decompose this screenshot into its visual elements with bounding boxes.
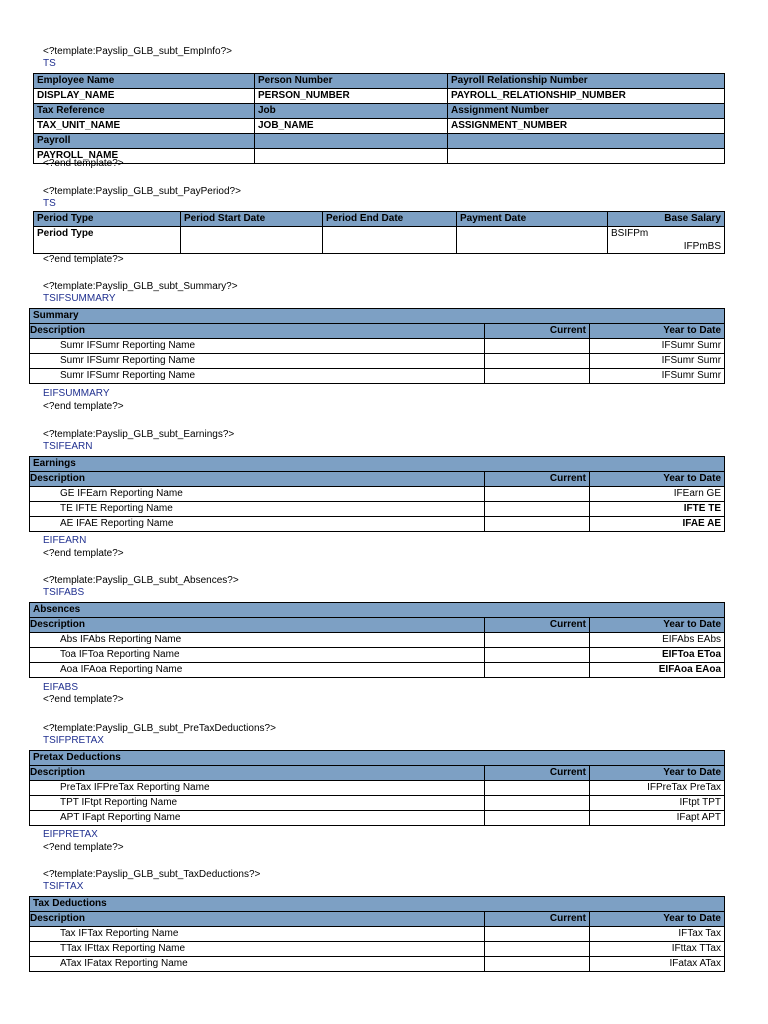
row-ytd: IFatax ATax <box>590 957 725 972</box>
summary-header-row <box>30 324 725 339</box>
table-row <box>30 339 725 354</box>
col-current: Current <box>485 618 590 633</box>
empinfo-start-tag: <?template:Payslip_GLB_subt_EmpInfo?> <box>43 46 233 57</box>
empty-cell <box>255 134 448 149</box>
taxded-title: Tax Deductions <box>30 897 725 912</box>
label-job: Job <box>255 104 448 119</box>
summary-title: Summary <box>30 309 725 324</box>
pretax-title-row <box>30 751 725 766</box>
empty-cell <box>448 149 725 164</box>
row-ytd: IFTax Tax <box>590 927 725 942</box>
row-description: AE IFAE Reporting Name <box>30 517 485 532</box>
row-description: APT IFapt Reporting Name <box>30 811 485 826</box>
earnings-close-field: EIFEARN <box>43 535 87 546</box>
table-row <box>30 354 725 369</box>
absences-close-field: EIFABS <box>43 682 79 693</box>
col-period-start-date: Period Start Date <box>181 212 323 227</box>
row-current <box>485 369 590 384</box>
absences-title: Absences <box>30 603 725 618</box>
row-ytd: IFEarn GE <box>590 487 725 502</box>
row-description: GE IFEarn Reporting Name <box>30 487 485 502</box>
row-description: TE IFTE Reporting Name <box>30 502 485 517</box>
absences-title-row <box>30 603 725 618</box>
earnings-title-row <box>30 457 725 472</box>
empinfo-value-row <box>34 119 725 134</box>
table-row <box>30 781 725 796</box>
empinfo-value-row <box>34 149 725 164</box>
table-row <box>30 811 725 826</box>
value-payroll-name: PAYROLL_NAME <box>34 149 255 164</box>
table-row <box>30 942 725 957</box>
row-current <box>485 796 590 811</box>
table-row <box>30 487 725 502</box>
row-ytd: IFPreTax PreTax <box>590 781 725 796</box>
table-row <box>30 517 725 532</box>
label-assignment-number: Assignment Number <box>448 104 725 119</box>
row-current <box>485 957 590 972</box>
base-salary-field-close: IFPmBS <box>683 241 721 252</box>
absences-start-tag: <?template:Payslip_GLB_subt_Absences?> <box>43 575 239 586</box>
table-row <box>30 957 725 972</box>
label-payroll: Payroll <box>34 134 255 149</box>
row-ytd: IFTE TE <box>590 502 725 517</box>
value-person-number: PERSON_NUMBER <box>255 89 448 104</box>
absences-table <box>29 602 725 678</box>
absences-open-field: TSIFABS <box>43 587 85 598</box>
col-current: Current <box>485 912 590 927</box>
earnings-end-tag: <?end template?> <box>43 548 124 559</box>
row-description: Sumr IFSumr Reporting Name <box>30 339 485 354</box>
summary-start-tag: <?template:Payslip_GLB_subt_Summary?> <box>43 281 238 292</box>
summary-title-row <box>30 309 725 324</box>
taxded-title-row <box>30 897 725 912</box>
row-current <box>485 354 590 369</box>
earnings-start-tag: <?template:Payslip_GLB_subt_Earnings?> <box>43 429 235 440</box>
base-salary-field-open: BSIFPm <box>611 228 649 239</box>
row-ytd: EIFToa EToa <box>590 648 725 663</box>
payperiod-end-tag: <?end template?> <box>43 254 124 265</box>
pretax-header-row <box>30 766 725 781</box>
row-current <box>485 487 590 502</box>
taxded-open-field: TSIFTAX <box>43 881 84 892</box>
row-ytd: IFSumr Sumr <box>590 354 725 369</box>
row-description: Toa IFToa Reporting Name <box>30 648 485 663</box>
summary-open-field: TSIFSUMMARY <box>43 293 116 304</box>
value-assignment-number: ASSIGNMENT_NUMBER <box>448 119 725 134</box>
row-current <box>485 942 590 957</box>
label-payroll-relationship-number: Payroll Relationship Number <box>448 74 725 89</box>
row-current <box>485 927 590 942</box>
value-base-salary <box>608 227 725 254</box>
taxded-start-tag: <?template:Payslip_GLB_subt_TaxDeductions?> <box>43 869 261 880</box>
table-row <box>30 927 725 942</box>
col-description: Description <box>30 324 485 339</box>
row-current <box>485 517 590 532</box>
empinfo-end-tag: <?end template?> <box>43 158 124 169</box>
row-current <box>485 811 590 826</box>
summary-close-field: EIFSUMMARY <box>43 388 110 399</box>
table-row <box>30 502 725 517</box>
table-row <box>30 663 725 678</box>
earnings-table <box>29 456 725 532</box>
col-description: Description <box>30 766 485 781</box>
table-row <box>30 648 725 663</box>
col-payment-date: Payment Date <box>457 212 608 227</box>
value-payroll-relationship-number: PAYROLL_RELATIONSHIP_NUMBER <box>448 89 725 104</box>
empty-cell <box>323 227 457 254</box>
taxded-header-row <box>30 912 725 927</box>
label-person-number: Person Number <box>255 74 448 89</box>
empty-cell <box>457 227 608 254</box>
col-year-to-date: Year to Date <box>590 618 725 633</box>
value-job-name: JOB_NAME <box>255 119 448 134</box>
payperiod-header-row <box>34 212 725 227</box>
row-description: PreTax IFPreTax Reporting Name <box>30 781 485 796</box>
summary-table <box>29 308 725 384</box>
row-description: Tax IFTax Reporting Name <box>30 927 485 942</box>
pretax-close-field: EIFPRETAX <box>43 829 98 840</box>
col-description: Description <box>30 472 485 487</box>
row-description: ATax IFatax Reporting Name <box>30 957 485 972</box>
col-year-to-date: Year to Date <box>590 766 725 781</box>
pretax-table <box>29 750 725 826</box>
earnings-header-row <box>30 472 725 487</box>
row-description: Abs IFAbs Reporting Name <box>30 633 485 648</box>
table-row <box>30 369 725 384</box>
col-base-salary: Base Salary <box>608 212 725 227</box>
pretax-open-field: TSIFPRETAX <box>43 735 104 746</box>
col-year-to-date: Year to Date <box>590 472 725 487</box>
value-display-name: DISPLAY_NAME <box>34 89 255 104</box>
empinfo-header-row <box>34 74 725 89</box>
row-description: Sumr IFSumr Reporting Name <box>30 354 485 369</box>
row-current <box>485 648 590 663</box>
col-current: Current <box>485 472 590 487</box>
payperiod-field: TS <box>43 198 56 209</box>
label-tax-reference: Tax Reference <box>34 104 255 119</box>
value-tax-unit-name: TAX_UNIT_NAME <box>34 119 255 134</box>
col-description: Description <box>30 618 485 633</box>
payperiod-table <box>33 211 725 254</box>
row-ytd: IFttax TTax <box>590 942 725 957</box>
row-current <box>485 663 590 678</box>
row-ytd: IFSumr Sumr <box>590 339 725 354</box>
earnings-open-field: TSIFEARN <box>43 441 93 452</box>
row-ytd: IFapt APT <box>590 811 725 826</box>
pretax-end-tag: <?end template?> <box>43 842 124 853</box>
empinfo-header-row <box>34 104 725 119</box>
empinfo-value-row <box>34 89 725 104</box>
empty-cell <box>255 149 448 164</box>
summary-end-tag: <?end template?> <box>43 401 124 412</box>
col-period-type: Period Type <box>34 212 181 227</box>
payperiod-start-tag: <?template:Payslip_GLB_subt_PayPeriod?> <box>43 186 241 197</box>
row-ytd: IFSumr Sumr <box>590 369 725 384</box>
payperiod-value-row <box>34 227 725 254</box>
col-current: Current <box>485 324 590 339</box>
empinfo-table <box>33 73 725 164</box>
table-row <box>30 633 725 648</box>
taxded-table <box>29 896 725 972</box>
col-year-to-date: Year to Date <box>590 324 725 339</box>
row-description: TPT IFtpt Reporting Name <box>30 796 485 811</box>
label-employee-name: Employee Name <box>34 74 255 89</box>
col-description: Description <box>30 912 485 927</box>
absences-end-tag: <?end template?> <box>43 694 124 705</box>
absences-header-row <box>30 618 725 633</box>
col-current: Current <box>485 766 590 781</box>
row-description: Sumr IFSumr Reporting Name <box>30 369 485 384</box>
empinfo-field: TS <box>43 58 56 69</box>
row-ytd: IFtpt TPT <box>590 796 725 811</box>
col-year-to-date: Year to Date <box>590 912 725 927</box>
row-current <box>485 339 590 354</box>
pretax-start-tag: <?template:Payslip_GLB_subt_PreTaxDeductions?> <box>43 723 276 734</box>
pretax-title: Pretax Deductions <box>30 751 725 766</box>
row-current <box>485 781 590 796</box>
row-description: TTax IFttax Reporting Name <box>30 942 485 957</box>
row-ytd: EIFAoa EAoa <box>590 663 725 678</box>
row-ytd: EIFAbs EAbs <box>590 633 725 648</box>
row-description: Aoa IFAoa Reporting Name <box>30 663 485 678</box>
empty-cell <box>181 227 323 254</box>
value-period-type: Period Type <box>34 227 181 254</box>
row-current <box>485 502 590 517</box>
row-ytd: IFAE AE <box>590 517 725 532</box>
earnings-title: Earnings <box>30 457 725 472</box>
empty-cell <box>448 134 725 149</box>
empinfo-header-row <box>34 134 725 149</box>
col-period-end-date: Period End Date <box>323 212 457 227</box>
row-current <box>485 633 590 648</box>
table-row <box>30 796 725 811</box>
